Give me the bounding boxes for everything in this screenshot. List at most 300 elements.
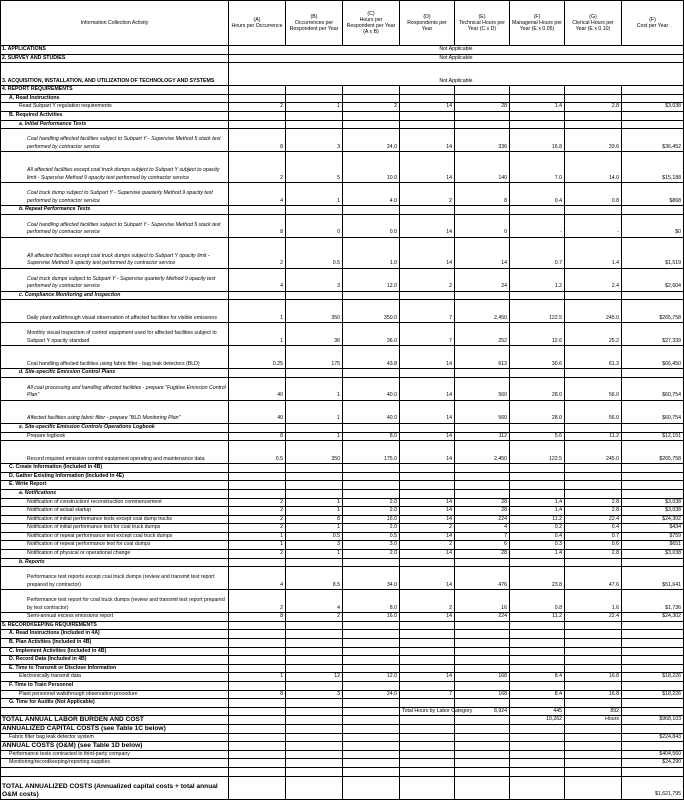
row-label: B. Plan Activities (Included in 4B): [1, 639, 229, 648]
value-cell: [455, 759, 510, 768]
value-cell: 1: [286, 524, 343, 533]
value-cell: 2: [400, 590, 455, 613]
value-cell: [229, 733, 286, 742]
value-cell: 1.4: [565, 237, 622, 268]
value-cell: 3: [286, 690, 343, 699]
value-cell: [622, 94, 684, 103]
value-cell: $60,754: [622, 377, 684, 400]
value-cell: [400, 94, 455, 103]
value-cell: 1: [286, 400, 343, 423]
value-cell: [622, 647, 684, 656]
value-cell: [343, 724, 400, 733]
value-cell: [565, 120, 622, 129]
row-label: Affected facilities using fabric filter - prepare "BLD Monitoring Plan": [1, 400, 229, 423]
value-cell: [343, 750, 400, 759]
value-cell: [343, 206, 400, 215]
table-row: [1, 489, 684, 498]
value-cell: 112: [455, 432, 510, 441]
row-label: Fabric filter bag leak detector system: [1, 733, 229, 742]
not-applicable-cell: Not Applicable: [229, 54, 684, 63]
row-label: Plant personnel walkthrough observation procedure: [1, 690, 229, 699]
value-cell: $12,151: [622, 432, 684, 441]
value-cell: [455, 639, 510, 648]
value-cell: [343, 369, 400, 378]
value-cell: [229, 120, 286, 129]
value-cell: 25.2: [565, 323, 622, 346]
value-cell: 175: [286, 346, 343, 369]
table-row: [1, 621, 684, 630]
value-cell: 24.0: [343, 690, 400, 699]
value-cell: 16: [455, 590, 510, 613]
value-cell: [286, 423, 343, 432]
row-label: A. Read Instructions: [1, 94, 229, 103]
header-col-e: (E) Technical Hours per Year (C x D): [455, 1, 510, 46]
value-cell: 1.4: [510, 550, 565, 559]
value-cell: [565, 111, 622, 120]
value-cell: $1,621,795: [622, 776, 684, 799]
value-cell: [286, 489, 343, 498]
value-cell: 14.0: [565, 152, 622, 183]
value-cell: [565, 733, 622, 742]
value-cell: 1.4: [510, 507, 565, 516]
value-cell: [455, 621, 510, 630]
value-cell: [455, 120, 510, 129]
table-row: [1, 441, 684, 464]
value-cell: 245.0: [565, 300, 622, 323]
value-cell: 16.0: [343, 613, 400, 622]
table-row: [1, 268, 684, 291]
table-row: [1, 214, 684, 237]
value-cell: [565, 682, 622, 691]
value-cell: [400, 724, 455, 733]
value-cell: [286, 759, 343, 768]
value-cell: 16.0: [343, 515, 400, 524]
value-cell: [622, 699, 684, 708]
value-cell: 2.8: [565, 103, 622, 112]
value-cell: 2: [229, 103, 286, 112]
value-cell: $3,038: [622, 550, 684, 559]
value-cell: 0.4: [565, 524, 622, 533]
value-cell: 2.8: [565, 507, 622, 516]
row-label: A. Read Instructions (Included in 4A): [1, 630, 229, 639]
table-row: [1, 716, 684, 725]
row-label: d. Site-specific Emission Control Plans: [1, 369, 229, 378]
row-label: [1, 707, 229, 716]
row-label: ANNUALIZED CAPITAL COSTS (see Table 1C below): [1, 724, 229, 733]
value-cell: [455, 699, 510, 708]
value-cell: [455, 472, 510, 481]
value-cell: [229, 291, 286, 300]
value-cell: 1: [286, 103, 343, 112]
value-cell: [565, 423, 622, 432]
value-cell: 14: [400, 400, 455, 423]
value-cell: [286, 558, 343, 567]
value-cell: $36,452: [622, 129, 684, 152]
value-cell: 122.5: [510, 300, 565, 323]
value-cell: 11.2: [510, 613, 565, 622]
not-applicable-cell: Not Applicable: [229, 63, 684, 86]
value-cell: [455, 369, 510, 378]
row-label: e. Site-specific Emission Controls Operations Logbook: [1, 423, 229, 432]
row-label: Coal truck dump subject to Subpart Y - Supervise quarterly Method 9 opacity test performed by contractor service: [1, 183, 229, 206]
value-cell: [455, 656, 510, 665]
row-label: 4. REPORT REQUIREMENTS: [1, 86, 229, 95]
value-cell: $3,038: [622, 103, 684, 112]
table-row: [1, 639, 684, 648]
row-label: Record required emission control equipment operating and maintenance data: [1, 441, 229, 464]
value-cell: [286, 206, 343, 215]
value-cell: [622, 489, 684, 498]
value-cell: [565, 621, 622, 630]
value-cell: 2: [400, 268, 455, 291]
value-cell: 40.0: [343, 400, 400, 423]
row-label: Daily plant walkthrough visual observation of affected facilities for visible emissions: [1, 300, 229, 323]
value-cell: 14: [400, 129, 455, 152]
row-label: Electronically transmit data: [1, 673, 229, 682]
value-cell: [565, 86, 622, 95]
value-cell: 2.8: [565, 550, 622, 559]
table-row: [1, 742, 684, 751]
value-cell: [286, 724, 343, 733]
value-cell: 14: [400, 613, 455, 622]
value-cell: 1: [229, 532, 286, 541]
value-cell: $868: [622, 183, 684, 206]
value-cell: 14: [400, 377, 455, 400]
value-cell: 7.0: [510, 152, 565, 183]
value-cell: 2: [343, 103, 400, 112]
table-row: [1, 558, 684, 567]
value-cell: [286, 481, 343, 490]
value-cell: $18,226: [622, 673, 684, 682]
value-cell: [622, 472, 684, 481]
value-cell: [565, 630, 622, 639]
value-cell: [229, 423, 286, 432]
value-cell: [286, 682, 343, 691]
table-row: [1, 759, 684, 768]
value-cell: [400, 464, 455, 473]
row-label: Coal handling affected facilities subject to Subpart Y - Supervise Method 5 stack test performed by contractor service: [1, 214, 229, 237]
value-cell: [455, 558, 510, 567]
value-cell: [400, 120, 455, 129]
table-row: [1, 400, 684, 423]
value-cell: [622, 423, 684, 432]
value-cell: [343, 558, 400, 567]
row-label: C. Implement Activities (Included in 4B): [1, 647, 229, 656]
row-label: Performance test report for coal truck dumps (review and transmit test report prepared by test contractor): [1, 590, 229, 613]
table-row: [1, 690, 684, 699]
value-cell: [286, 664, 343, 673]
value-cell: $60,754: [622, 400, 684, 423]
value-cell: $265,758: [622, 441, 684, 464]
row-label: Coal truck dumps subject to Subpart Y - Supervise quarterly Method 9 opacity test performed by contractor service: [1, 268, 229, 291]
value-cell: 224: [455, 515, 510, 524]
value-cell: 0.7: [510, 237, 565, 268]
value-cell: [510, 558, 565, 567]
value-cell: 8.4: [510, 690, 565, 699]
value-cell: [565, 750, 622, 759]
header-col-f: (F) Managerial Hours per Year (E x 0.05): [510, 1, 565, 46]
value-cell: 34.0: [343, 567, 400, 590]
value-cell: 14: [400, 507, 455, 516]
value-cell: 0.6: [565, 541, 622, 550]
value-cell: 14: [400, 498, 455, 507]
table-row: [1, 524, 684, 533]
value-cell: [565, 94, 622, 103]
table-row: [1, 707, 684, 716]
value-cell: [229, 639, 286, 648]
row-label: Performance test reports except coal truck dumps (review and transmit test report prepared by contractor): [1, 567, 229, 590]
value-cell: 14: [400, 532, 455, 541]
row-label: 2. SURVEY AND STUDIES: [1, 54, 229, 63]
value-cell: [455, 111, 510, 120]
value-cell: [286, 742, 343, 751]
value-cell: 2,450: [455, 441, 510, 464]
value-cell: [286, 733, 343, 742]
row-label: b. Repeat Performance Tests: [1, 206, 229, 215]
value-cell: 14: [400, 432, 455, 441]
row-label: Read Subpart Y regulation requirements: [1, 103, 229, 112]
value-cell: 1.6: [565, 590, 622, 613]
value-cell: [400, 621, 455, 630]
table-row: [1, 46, 684, 55]
value-cell: [343, 120, 400, 129]
value-cell: [343, 759, 400, 768]
value-cell: $24,290: [622, 759, 684, 768]
value-cell: 2.0: [343, 550, 400, 559]
value-cell: 5.6: [510, 432, 565, 441]
value-cell: [565, 481, 622, 490]
row-label: ANNUAL COSTS (O&M) (see Table 1D below): [1, 742, 229, 751]
row-label: E. Write Report: [1, 481, 229, 490]
value-cell: 14: [400, 515, 455, 524]
row-label: All affected facilities except coal truck dumps subject to Subpart Y opacity limit - Supervise Method 9 opacity test performed by contractor service: [1, 237, 229, 268]
value-cell: 14: [400, 550, 455, 559]
row-label: Coal handling affected facilities subject to Subpart Y - Supervise Method 5 stack test performed by contractor service: [1, 129, 229, 152]
value-cell: 8.5: [286, 567, 343, 590]
value-cell: [400, 733, 455, 742]
table-row: [1, 111, 684, 120]
value-cell: [455, 682, 510, 691]
value-cell: [510, 724, 565, 733]
value-cell: [565, 656, 622, 665]
value-cell: 22.4: [565, 613, 622, 622]
value-cell: 0.8: [510, 590, 565, 613]
value-cell: [229, 767, 286, 776]
value-cell: 2.0: [343, 524, 400, 533]
value-cell: $24,302: [622, 613, 684, 622]
row-label: Monitoring/recordkeeping/reporting supplies: [1, 759, 229, 768]
value-cell: 14: [400, 214, 455, 237]
value-cell: -: [565, 214, 622, 237]
value-cell: 28: [455, 498, 510, 507]
value-cell: [455, 767, 510, 776]
value-cell: 28: [455, 507, 510, 516]
value-cell: [286, 656, 343, 665]
value-cell: 12: [286, 673, 343, 682]
value-cell: 11.2: [510, 515, 565, 524]
table-row: [1, 673, 684, 682]
value-cell: 4: [455, 524, 510, 533]
table-row: [1, 63, 684, 86]
not-applicable-cell: Not Applicable: [229, 46, 684, 55]
value-cell: -: [510, 214, 565, 237]
table-row: [1, 323, 684, 346]
header-col-d: (D) Respondents per Year: [400, 1, 455, 46]
value-cell: 1.4: [510, 498, 565, 507]
value-cell: 8: [455, 183, 510, 206]
value-cell: 1: [286, 377, 343, 400]
value-cell: $434: [622, 524, 684, 533]
value-cell: [229, 699, 286, 708]
value-cell: [510, 630, 565, 639]
value-cell: [565, 767, 622, 776]
value-cell: 4: [229, 567, 286, 590]
value-cell: 28: [455, 550, 510, 559]
value-cell: 3.0: [343, 541, 400, 550]
header-col-cost: (F) Cost per Year: [622, 1, 684, 46]
value-cell: [565, 472, 622, 481]
value-cell: [622, 767, 684, 776]
value-cell: 40.0: [343, 377, 400, 400]
value-cell: 0.5: [286, 237, 343, 268]
value-cell: [622, 724, 684, 733]
row-label: Notification of actual startup: [1, 507, 229, 516]
value-cell: 14: [400, 673, 455, 682]
value-cell: 350: [286, 441, 343, 464]
value-cell: [510, 742, 565, 751]
value-cell: [286, 776, 343, 799]
row-label: Monthly visual inspection of control equipment used for affected facilities subject to Subpart Y opacity standard: [1, 323, 229, 346]
value-cell: [286, 621, 343, 630]
value-cell: 2: [229, 152, 286, 183]
value-cell: [343, 86, 400, 95]
value-cell: [286, 767, 343, 776]
value-cell: [455, 742, 510, 751]
table-row: [1, 750, 684, 759]
value-cell: [510, 94, 565, 103]
value-cell: 560: [455, 400, 510, 423]
table-row: [1, 550, 684, 559]
value-cell: [510, 733, 565, 742]
row-label: All affected facilities except coal truck dumps subject to Subpart Y subject to opacity limit - Supervise Method 9 opacity test performed by contractor service: [1, 152, 229, 183]
value-cell: 36: [286, 323, 343, 346]
row-label: 1. APPLICATIONS: [1, 46, 229, 55]
value-cell: [400, 647, 455, 656]
value-cell: [229, 472, 286, 481]
row-label: C. Create Information (Included in 4B): [1, 464, 229, 473]
value-cell: 14: [400, 237, 455, 268]
value-cell: [622, 682, 684, 691]
value-cell: [622, 291, 684, 300]
row-label: B. Required Activities: [1, 111, 229, 120]
value-cell: [510, 369, 565, 378]
value-cell: 0.7: [565, 532, 622, 541]
table-row: [1, 464, 684, 473]
value-cell: 224: [455, 613, 510, 622]
table-row: [1, 291, 684, 300]
row-label: Notification of repeat performance test except coal truck dumps: [1, 532, 229, 541]
header-activity: Information Collection Activity: [1, 1, 229, 46]
value-cell: 2.0: [343, 507, 400, 516]
value-cell: $224,843: [622, 733, 684, 742]
value-cell: 12.6: [510, 323, 565, 346]
value-cell: 1: [286, 507, 343, 516]
value-cell: [400, 767, 455, 776]
value-cell: [510, 699, 565, 708]
value-cell: [400, 481, 455, 490]
value-cell: [400, 639, 455, 648]
value-cell: [510, 423, 565, 432]
value-cell: 175.0: [343, 441, 400, 464]
value-cell: 33.6: [565, 129, 622, 152]
value-cell: [510, 750, 565, 759]
row-label: Prepare logbook: [1, 432, 229, 441]
value-cell: [286, 647, 343, 656]
value-cell: 7: [400, 690, 455, 699]
value-cell: [565, 369, 622, 378]
value-cell: [343, 733, 400, 742]
value-cell: [455, 481, 510, 490]
value-cell: 28: [455, 103, 510, 112]
row-label: Notification of initial performance test for coal truck dumps: [1, 524, 229, 533]
value-cell: [229, 742, 286, 751]
value-cell: [400, 742, 455, 751]
value-cell: 2: [400, 541, 455, 550]
value-cell: 16.8: [510, 129, 565, 152]
value-cell: 0.25: [229, 346, 286, 369]
value-cell: 4.0: [343, 183, 400, 206]
labor-category-label: Total Hours by Labor Category: [400, 707, 455, 716]
value-cell: [455, 489, 510, 498]
value-cell: 7: [400, 323, 455, 346]
table-row: [1, 346, 684, 369]
value-cell: 476: [455, 567, 510, 590]
value-cell: [229, 111, 286, 120]
value-cell: [455, 94, 510, 103]
value-cell: [622, 111, 684, 120]
value-cell: [455, 776, 510, 799]
value-cell: [343, 699, 400, 708]
value-cell: [400, 682, 455, 691]
value-cell: 892: [565, 707, 622, 716]
value-cell: $759: [622, 532, 684, 541]
value-cell: 30.6: [510, 346, 565, 369]
value-cell: [229, 94, 286, 103]
value-cell: $3,038: [622, 507, 684, 516]
value-cell: 3: [286, 129, 343, 152]
row-label: TOTAL ANNUALIZED COSTS (Annualized capital costs + total annual O&M costs): [1, 776, 229, 799]
table-row: [1, 630, 684, 639]
value-cell: 28.0: [510, 377, 565, 400]
value-cell: [622, 206, 684, 215]
value-cell: [286, 464, 343, 473]
value-cell: $15,188: [622, 152, 684, 183]
value-cell: [510, 664, 565, 673]
table-body: [1, 46, 684, 800]
value-cell: $1,736: [622, 590, 684, 613]
value-cell: $265,758: [622, 300, 684, 323]
value-cell: 61.3: [565, 346, 622, 369]
value-cell: 8: [286, 515, 343, 524]
table-row: [1, 54, 684, 63]
table-row: [1, 481, 684, 490]
value-cell: 1: [286, 498, 343, 507]
row-label: Notification of initial performance tests except coal dump trucks: [1, 515, 229, 524]
value-cell: [400, 699, 455, 708]
value-cell: [229, 682, 286, 691]
row-label: a. Initial Performance Tests: [1, 120, 229, 129]
value-cell: 1.0: [343, 237, 400, 268]
